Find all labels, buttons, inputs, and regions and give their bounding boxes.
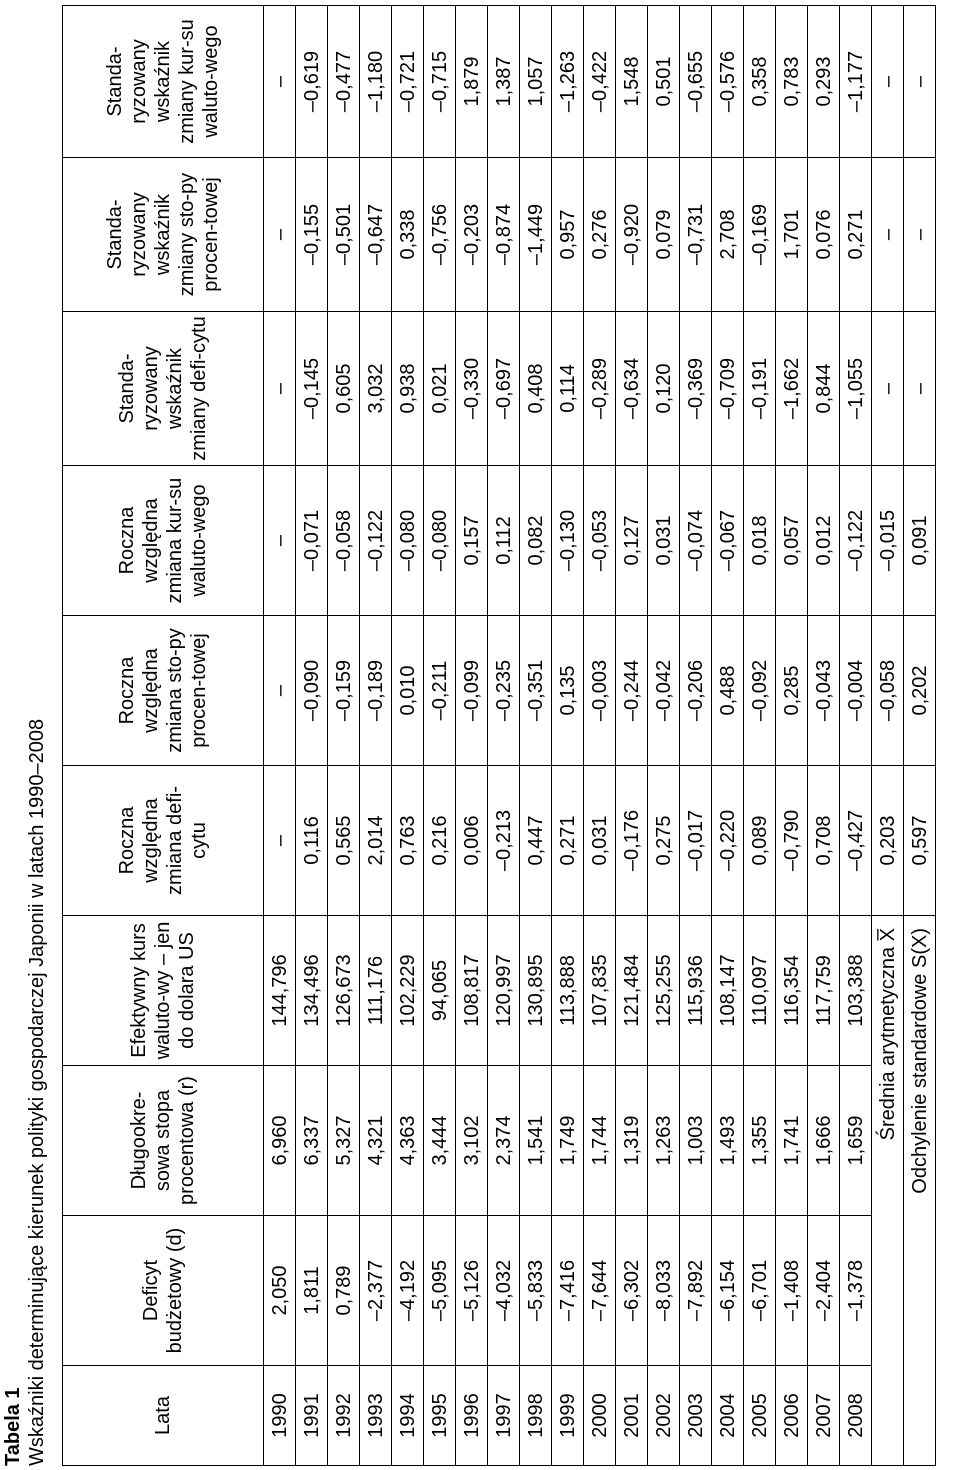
column-header: Standa-ryzowany wskaźnik zmiany kur-su waluto-wego — [63, 6, 264, 158]
summary-row — [904, 6, 936, 1466]
value-cell: –0,189 — [360, 616, 392, 766]
value-cell: –1,263 — [552, 6, 584, 158]
value-cell: 0,216 — [424, 766, 456, 916]
summary-value: 0,203 — [872, 766, 904, 916]
value-cell: –0,619 — [296, 6, 328, 158]
value-cell: 108,817 — [456, 916, 488, 1066]
value-cell: –0,169 — [744, 158, 776, 312]
table-row — [296, 6, 328, 1466]
value-cell: 1,666 — [808, 1066, 840, 1216]
value-cell: 0,285 — [776, 616, 808, 766]
value-cell: –4,192 — [392, 1216, 424, 1366]
value-cell: 121,484 — [616, 916, 648, 1066]
value-cell: –0,351 — [520, 616, 552, 766]
value-cell: 0,957 — [552, 158, 584, 312]
year-cell: 2001 — [616, 1366, 648, 1466]
value-cell: –0,092 — [744, 616, 776, 766]
value-cell: –0,145 — [296, 312, 328, 466]
summary-value: –0,058 — [872, 616, 904, 766]
table-row — [680, 6, 712, 1466]
year-cell: 2002 — [648, 1366, 680, 1466]
value-cell: 0,783 — [776, 6, 808, 158]
table-row — [328, 6, 360, 1466]
value-cell: –0,206 — [680, 616, 712, 766]
table-row — [264, 6, 296, 1466]
value-cell: 134,496 — [296, 916, 328, 1066]
value-cell: 0,135 — [552, 616, 584, 766]
value-cell: 1,659 — [840, 1066, 872, 1216]
value-cell: 125,255 — [648, 916, 680, 1066]
summary-value: 0,202 — [904, 616, 936, 766]
value-cell: 1,749 — [552, 1066, 584, 1216]
value-cell: –2,404 — [808, 1216, 840, 1366]
value-cell: –0,122 — [360, 466, 392, 616]
value-cell: 0,089 — [744, 766, 776, 916]
value-cell: 0,018 — [744, 466, 776, 616]
table-row — [744, 6, 776, 1466]
value-cell: –1,449 — [520, 158, 552, 312]
summary-label: Odchylenie standardowe S(X) — [904, 916, 936, 1466]
column-header: Roczna względna zmiana sto-py procen-towej — [63, 616, 264, 766]
value-cell: 4,363 — [392, 1066, 424, 1216]
value-cell: 2,374 — [488, 1066, 520, 1216]
value-cell: 4,321 — [360, 1066, 392, 1216]
table-row — [584, 6, 616, 1466]
value-cell: 3,032 — [360, 312, 392, 466]
value-cell: 116,354 — [776, 916, 808, 1066]
value-cell: 2,014 — [360, 766, 392, 916]
value-cell: –0,477 — [328, 6, 360, 158]
summary-row — [872, 6, 904, 1466]
value-cell: 0,271 — [552, 766, 584, 916]
value-cell: –0,067 — [712, 466, 744, 616]
value-cell: 0,408 — [520, 312, 552, 466]
value-cell: –0,709 — [712, 312, 744, 466]
value-cell: – — [264, 6, 296, 158]
value-cell: –0,634 — [616, 312, 648, 466]
value-cell: –5,095 — [424, 1216, 456, 1366]
value-cell: 1,548 — [616, 6, 648, 158]
value-cell: 0,012 — [808, 466, 840, 616]
value-cell: –1,177 — [840, 6, 872, 158]
table-row — [424, 6, 456, 1466]
summary-value: – — [872, 158, 904, 312]
table-row — [776, 6, 808, 1466]
value-cell: 102,229 — [392, 916, 424, 1066]
year-cell: 2005 — [744, 1366, 776, 1466]
value-cell: 120,997 — [488, 916, 520, 1066]
table-row — [808, 6, 840, 1466]
value-cell: –5,833 — [520, 1216, 552, 1366]
value-cell: –0,004 — [840, 616, 872, 766]
value-cell: –0,874 — [488, 158, 520, 312]
value-cell: –0,203 — [456, 158, 488, 312]
value-cell: 0,844 — [808, 312, 840, 466]
column-header: Długookre-sowa stopa procentowa (r) — [63, 1066, 264, 1216]
value-cell: 0,605 — [328, 312, 360, 466]
value-cell: 6,960 — [264, 1066, 296, 1216]
year-cell: 2007 — [808, 1366, 840, 1466]
table-row — [360, 6, 392, 1466]
value-cell: 0,789 — [328, 1216, 360, 1366]
year-cell: 2000 — [584, 1366, 616, 1466]
value-cell: –0,647 — [360, 158, 392, 312]
value-cell: –6,302 — [616, 1216, 648, 1366]
value-cell: 0,082 — [520, 466, 552, 616]
value-cell: –0,003 — [584, 616, 616, 766]
value-cell: 5,327 — [328, 1066, 360, 1216]
summary-value: 0,597 — [904, 766, 936, 916]
value-cell: –6,154 — [712, 1216, 744, 1366]
value-cell: –0,058 — [328, 466, 360, 616]
value-cell: –0,721 — [392, 6, 424, 158]
year-cell: 1996 — [456, 1366, 488, 1466]
table-row — [616, 6, 648, 1466]
value-cell: –0,756 — [424, 158, 456, 312]
summary-value: 0,091 — [904, 466, 936, 616]
value-cell: 0,006 — [456, 766, 488, 916]
column-header: Lata — [63, 1366, 264, 1466]
value-cell: –0,576 — [712, 6, 744, 158]
year-cell: 1992 — [328, 1366, 360, 1466]
value-cell: –0,159 — [328, 616, 360, 766]
table-row — [488, 6, 520, 1466]
value-cell: – — [264, 466, 296, 616]
value-cell: 1,387 — [488, 6, 520, 158]
value-cell: 0,031 — [648, 466, 680, 616]
value-cell: 1,355 — [744, 1066, 776, 1216]
value-cell: –0,043 — [808, 616, 840, 766]
value-cell: –6,701 — [744, 1216, 776, 1366]
value-cell: –0,176 — [616, 766, 648, 916]
value-cell: –0,235 — [488, 616, 520, 766]
value-cell: 0,112 — [488, 466, 520, 616]
value-cell: 0,488 — [712, 616, 744, 766]
year-cell: 2003 — [680, 1366, 712, 1466]
value-cell: –4,032 — [488, 1216, 520, 1366]
value-cell: 107,835 — [584, 916, 616, 1066]
value-cell: 0,010 — [392, 616, 424, 766]
value-cell: 94,065 — [424, 916, 456, 1066]
value-cell: 0,114 — [552, 312, 584, 466]
value-cell: 0,116 — [296, 766, 328, 916]
value-cell: 1,811 — [296, 1216, 328, 1366]
value-cell: –7,892 — [680, 1216, 712, 1366]
value-cell: 1,263 — [648, 1066, 680, 1216]
value-cell: –0,074 — [680, 466, 712, 616]
table-row — [552, 6, 584, 1466]
value-cell: –0,071 — [296, 466, 328, 616]
summary-value: –0,015 — [872, 466, 904, 616]
value-cell: 0,076 — [808, 158, 840, 312]
value-cell: 0,708 — [808, 766, 840, 916]
value-cell: 1,319 — [616, 1066, 648, 1216]
value-cell: – — [264, 158, 296, 312]
table-row — [712, 6, 744, 1466]
value-cell: 1,879 — [456, 6, 488, 158]
value-cell: –0,289 — [584, 312, 616, 466]
value-cell: 3,102 — [456, 1066, 488, 1216]
value-cell: –0,090 — [296, 616, 328, 766]
column-header: Efektywny kurs waluto-wy – jen do dolara US — [63, 916, 264, 1066]
table-row — [520, 6, 552, 1466]
value-cell: 108,147 — [712, 916, 744, 1066]
value-cell: 6,337 — [296, 1066, 328, 1216]
value-cell: 126,673 — [328, 916, 360, 1066]
value-cell: –1,408 — [776, 1216, 808, 1366]
value-cell: –0,099 — [456, 616, 488, 766]
table-row — [456, 6, 488, 1466]
value-cell: –0,427 — [840, 766, 872, 916]
value-cell: –5,126 — [456, 1216, 488, 1366]
column-header: Roczna względna zmiana kur-su waluto-wego — [63, 466, 264, 616]
value-cell: 0,276 — [584, 158, 616, 312]
value-cell: 0,057 — [776, 466, 808, 616]
data-table — [62, 5, 936, 1466]
value-cell: 0,275 — [648, 766, 680, 916]
value-cell: 0,358 — [744, 6, 776, 158]
value-cell: 0,293 — [808, 6, 840, 158]
summary-label: Średnia arytmetyczna X̅ — [872, 916, 904, 1466]
value-cell: – — [264, 616, 296, 766]
value-cell: 0,021 — [424, 312, 456, 466]
value-cell: – — [264, 766, 296, 916]
value-cell: –0,330 — [456, 312, 488, 466]
value-cell: 0,565 — [328, 766, 360, 916]
value-cell: 0,079 — [648, 158, 680, 312]
value-cell: 2,050 — [264, 1216, 296, 1366]
value-cell: 2,708 — [712, 158, 744, 312]
summary-value: – — [904, 6, 936, 158]
value-cell: 1,057 — [520, 6, 552, 158]
year-cell: 1991 — [296, 1366, 328, 1466]
value-cell: –0,017 — [680, 766, 712, 916]
value-cell: 0,338 — [392, 158, 424, 312]
value-cell: 0,157 — [456, 466, 488, 616]
value-cell: –1,180 — [360, 6, 392, 158]
value-cell: –2,377 — [360, 1216, 392, 1366]
value-cell: 1,493 — [712, 1066, 744, 1216]
table-title: Wskaźniki determinujące kierunek polityki gospodarczej Japonii w latach 1990–2008 — [26, 718, 48, 1466]
value-cell: –0,790 — [776, 766, 808, 916]
value-cell: –0,130 — [552, 466, 584, 616]
value-cell: –0,655 — [680, 6, 712, 158]
value-cell: –0,213 — [488, 766, 520, 916]
value-cell: –0,053 — [584, 466, 616, 616]
value-cell: –0,155 — [296, 158, 328, 312]
value-cell: –1,055 — [840, 312, 872, 466]
year-cell: 1997 — [488, 1366, 520, 1466]
value-cell: 0,271 — [840, 158, 872, 312]
value-cell: –0,501 — [328, 158, 360, 312]
column-header: Deficyt budżetowy (d) — [63, 1216, 264, 1366]
table-row — [840, 6, 872, 1466]
value-cell: –0,244 — [616, 616, 648, 766]
value-cell: –0,080 — [424, 466, 456, 616]
value-cell: –1,662 — [776, 312, 808, 466]
value-cell: 117,759 — [808, 916, 840, 1066]
table-label: Tabela 1 — [2, 1387, 24, 1466]
value-cell: –0,191 — [744, 312, 776, 466]
value-cell: 0,120 — [648, 312, 680, 466]
value-cell: 0,031 — [584, 766, 616, 916]
value-cell: 1,701 — [776, 158, 808, 312]
year-cell: 1995 — [424, 1366, 456, 1466]
value-cell: –0,731 — [680, 158, 712, 312]
value-cell: –7,416 — [552, 1216, 584, 1366]
header-row — [63, 6, 264, 1466]
value-cell: 113,888 — [552, 916, 584, 1066]
value-cell: 1,741 — [776, 1066, 808, 1216]
value-cell: 0,447 — [520, 766, 552, 916]
value-cell: 144,796 — [264, 916, 296, 1066]
value-cell: 1,744 — [584, 1066, 616, 1216]
summary-value: – — [904, 312, 936, 466]
value-cell: –0,422 — [584, 6, 616, 158]
year-cell: 1999 — [552, 1366, 584, 1466]
column-header: Standa-ryzowany wskaźnik zmiany defi-cytu — [63, 312, 264, 466]
summary-value: – — [904, 158, 936, 312]
value-cell: –0,920 — [616, 158, 648, 312]
value-cell: 111,176 — [360, 916, 392, 1066]
value-cell: –7,644 — [584, 1216, 616, 1366]
value-cell: –0,715 — [424, 6, 456, 158]
year-cell: 1998 — [520, 1366, 552, 1466]
value-cell: –0,697 — [488, 312, 520, 466]
summary-value: – — [872, 6, 904, 158]
value-cell: 0,938 — [392, 312, 424, 466]
value-cell: –0,369 — [680, 312, 712, 466]
value-cell: –1,378 — [840, 1216, 872, 1366]
table-body — [264, 6, 936, 1466]
value-cell: –0,122 — [840, 466, 872, 616]
value-cell: 0,127 — [616, 466, 648, 616]
year-cell: 2004 — [712, 1366, 744, 1466]
year-cell: 1994 — [392, 1366, 424, 1466]
value-cell: –0,080 — [392, 466, 424, 616]
summary-value: – — [872, 312, 904, 466]
value-cell: –0,220 — [712, 766, 744, 916]
value-cell: 110,097 — [744, 916, 776, 1066]
value-cell: 130,895 — [520, 916, 552, 1066]
table-row — [648, 6, 680, 1466]
value-cell: 1,003 — [680, 1066, 712, 1216]
value-cell: 3,444 — [424, 1066, 456, 1216]
column-header: Standa-ryzowany wskaźnik zmiany sto-py procen-towej — [63, 158, 264, 312]
value-cell: 0,763 — [392, 766, 424, 916]
value-cell: 103,388 — [840, 916, 872, 1066]
year-cell: 1990 — [264, 1366, 296, 1466]
year-cell: 2006 — [776, 1366, 808, 1466]
value-cell: –0,042 — [648, 616, 680, 766]
value-cell: 115,936 — [680, 916, 712, 1066]
column-header: Roczna względna zmiana defi-cytu — [63, 766, 264, 916]
value-cell: 0,501 — [648, 6, 680, 158]
year-cell: 1993 — [360, 1366, 392, 1466]
value-cell: –0,211 — [424, 616, 456, 766]
year-cell: 2008 — [840, 1366, 872, 1466]
value-cell: – — [264, 312, 296, 466]
value-cell: 1,541 — [520, 1066, 552, 1216]
value-cell: –8,033 — [648, 1216, 680, 1366]
table-row — [392, 6, 424, 1466]
